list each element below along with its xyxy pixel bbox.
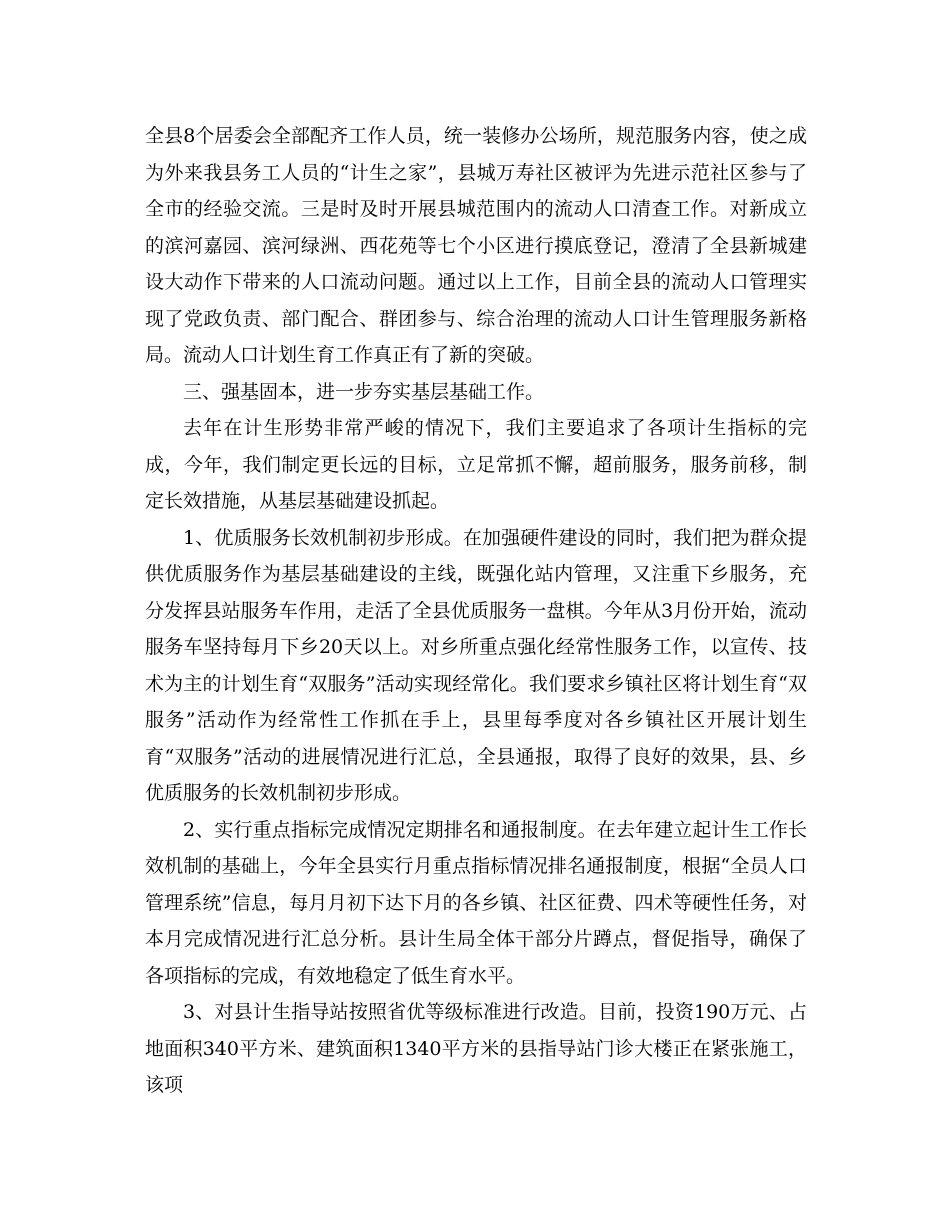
paragraph-3: 去年在计生形势非常严峻的情况下，我们主要追求了各项计生指标的完成，今年，我们制定更长远的目标，立足常抓不懈，超前服务，服务前移，制定长效措施，从基层基础建设抓起。 [145,417,807,512]
paragraph-item-3: 3、对县计生指导站按照省优等级标准进行改造。目前，投资190万元、占地面积340平方米、建筑面积1340平方米的县指导站门诊大楼正在紧张施工，该项 [145,1001,807,1096]
document-page [145,118,807,1104]
paragraph-item-2: 2、实行重点指标完成情况定期排名和通报制度。在去年建立起计生工作长效机制的基础上，今年全县实行月重点指标情况排名通报制度，根据“全员人口管理系统”信息，每月月初下达下月的各乡镇、社区征费、四术等硬性任务，对本月完成情况进行汇总分析。县计生局全体干部分片蹲点，督促指导，确保了各项指标的完成，有效地稳定了低生育水平。 [145,818,807,987]
paragraph-1: 全县8个居委会全部配齐工作人员，统一装修办公场所，规范服务内容，使之成为外来我县务工人员的“计生之家”，县城万寿社区被评为先进示范社区参与了全市的经验交流。三是时及时开展县城范围内的流动人口清查工作。对新成立的滨河嘉园、滨河绿洲、西花苑等七个小区进行摸底登记，澄清了全县新城建设大动作下带来的人口流动问题。通过以上工作，目前全县的流动人口管理实现了党政负责、部门配合、群团参与、综合治理的流动人口计生管理服务新格局。流动人口计划生育工作真正有了新的突破。 [145,125,807,366]
paragraph-item-1: 1、优质服务长效机制初步形成。在加强硬件建设的同时，我们把为群众提供优质服务作为基层基础建设的主线，既强化站内管理，又注重下乡服务，充分发挥县站服务车作用，走活了全县优质服务一盘棋。今年从3月份开始，流动服务车坚持每月下乡20天以上。对乡所重点强化经常性服务工作，以宣传、技术为主的计划生育“双服务”活动实现经常化。我们要求乡镇社区将计划生育“双服务”活动作为经常性工作抓在手上，县里每季度对各乡镇社区开展计划生育“双服务”活动的进展情况进行汇总，全县通报，取得了良好的效果，县、乡优质服务的长效机制初步形成。 [145,526,807,804]
paragraph-section-heading: 三、强基固本，进一步夯实基层基础工作。 [183,380,545,403]
